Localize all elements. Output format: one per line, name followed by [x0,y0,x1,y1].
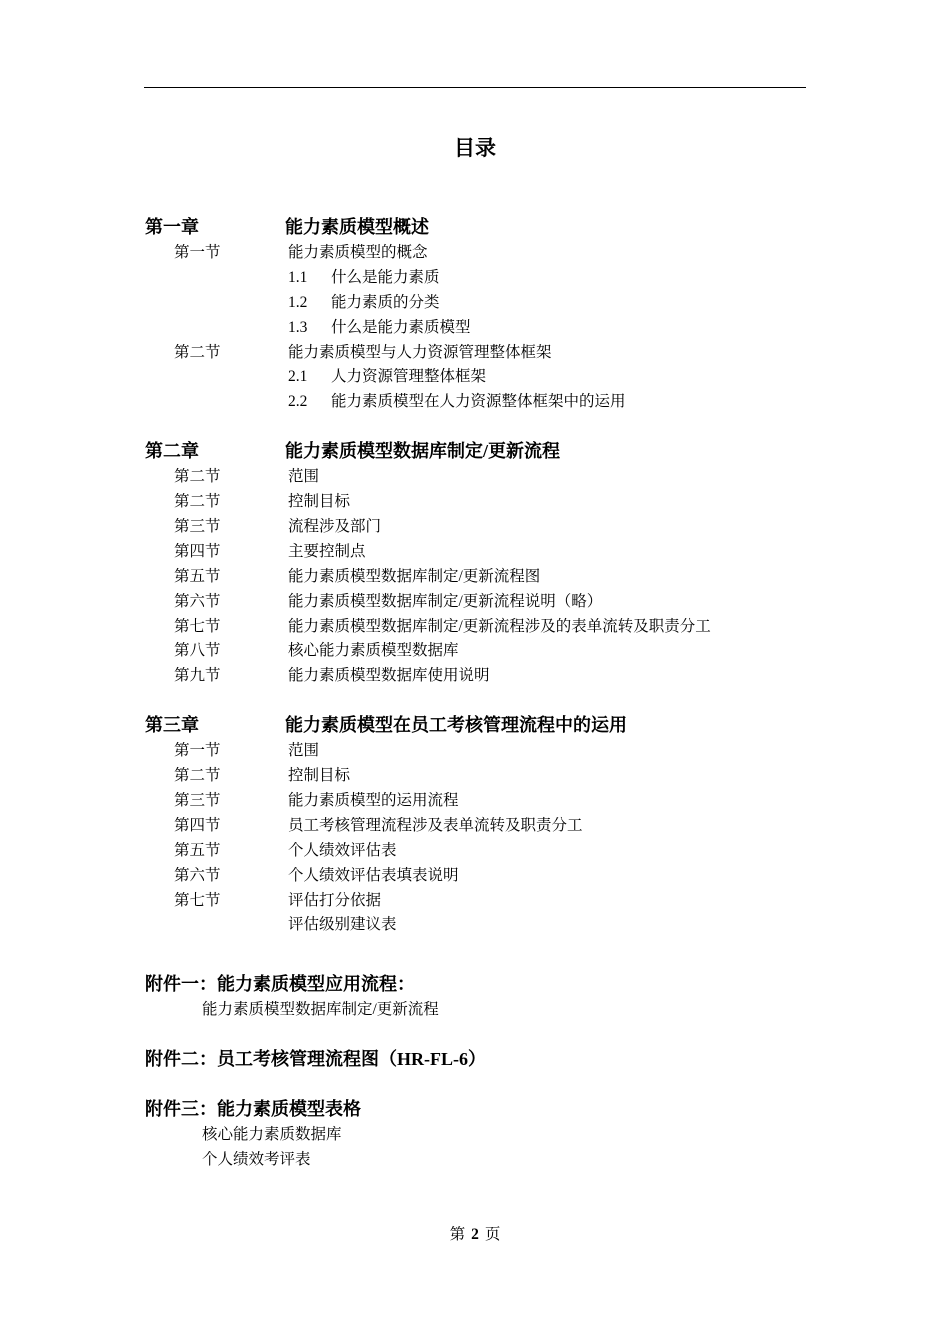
section-label: 第四节 [174,542,221,560]
footer-suffix: 页 [484,1226,501,1243]
section-label: 第七节 [174,891,221,909]
section-title: 能力素质模型数据库制定/更新流程图 [288,567,541,585]
section-label: 第六节 [174,592,221,610]
chapter-title: 能力素质模型概述 [285,217,429,237]
section-label: 第一节 [174,243,221,261]
section-title: 主要控制点 [288,542,366,560]
subsection-title: 什么是能力素质模型 [331,318,471,336]
section-title: 个人绩效评估表填表说明 [288,866,459,884]
section-title: 评估级别建议表 [288,916,397,934]
appendix-item: 能力素质模型数据库制定/更新流程 [202,1001,439,1019]
subsection-title: 什么是能力素质 [331,268,440,286]
section-label: 第三节 [174,517,221,535]
page-footer [0,1223,950,1247]
footer-prefix: 第 [449,1226,466,1243]
section-label: 第六节 [174,866,221,884]
section-label: 第八节 [174,642,221,660]
appendix-title: 附件一：能力素质模型应用流程： [145,974,415,995]
section-title: 控制目标 [288,493,351,510]
subsection-title: 能力素质模型在人力资源整体框架中的运用 [331,393,626,411]
section-label: 第九节 [174,667,221,685]
section-title: 控制目标 [288,767,351,784]
section-label: 第四节 [174,816,221,834]
chapter-label: 第三章 [145,715,199,736]
section-label: 第二节 [174,767,221,784]
section-label: 第一节 [174,742,221,760]
section-title: 员工考核管理流程涉及表单流转及职责分工 [288,816,583,834]
section-label: 第二节 [174,343,221,361]
subsection-number: 1.1 [288,268,308,286]
appendix-title: 附件三：能力素质模型表格 [145,1099,361,1119]
section-title: 评估打分依据 [288,891,382,909]
section-title: 能力素质模型的运用流程 [288,791,459,809]
subsection-number: 1.2 [288,293,308,311]
section-title: 能力素质模型数据库使用说明 [288,667,490,685]
chapter-label: 第一章 [145,217,199,237]
section-label: 第五节 [174,841,221,859]
section-title: 范围 [288,742,320,760]
section-title: 能力素质模型与人力资源管理整体框架 [288,343,552,361]
toc-title: 目录 [454,136,496,160]
subsection-number: 2.2 [288,393,308,411]
section-title: 能力素质模型数据库制定/更新流程涉及的表单流转及职责分工 [288,617,711,635]
section-title: 个人绩效评估表 [288,841,397,859]
section-title: 流程涉及部门 [288,517,382,535]
appendix-item: 个人绩效考评表 [202,1150,311,1168]
section-label: 第二节 [174,493,221,510]
subsection-number: 2.1 [288,368,308,386]
section-title: 能力素质模型的概念 [288,243,428,261]
section-label: 第五节 [174,567,221,585]
chapter-title: 能力素质模型在员工考核管理流程中的运用 [285,715,627,736]
page-number: 2 [471,1226,479,1243]
subsection-title: 人力资源管理整体框架 [331,368,487,386]
section-label: 第二节 [174,468,221,486]
section-title: 能力素质模型数据库制定/更新流程说明（略） [288,592,603,610]
chapter-label: 第二章 [145,441,199,462]
section-title: 核心能力素质模型数据库 [288,642,459,660]
section-label: 第三节 [174,791,221,809]
section-title: 范围 [288,468,320,486]
chapter-title: 能力素质模型数据库制定/更新流程 [285,441,560,462]
subsection-number: 1.3 [288,318,308,336]
appendix-item: 核心能力素质数据库 [202,1125,342,1143]
subsection-title: 能力素质的分类 [331,293,440,311]
section-label: 第七节 [174,617,221,635]
appendix-title: 附件二：员工考核管理流程图（HR-FL-6） [145,1049,486,1070]
